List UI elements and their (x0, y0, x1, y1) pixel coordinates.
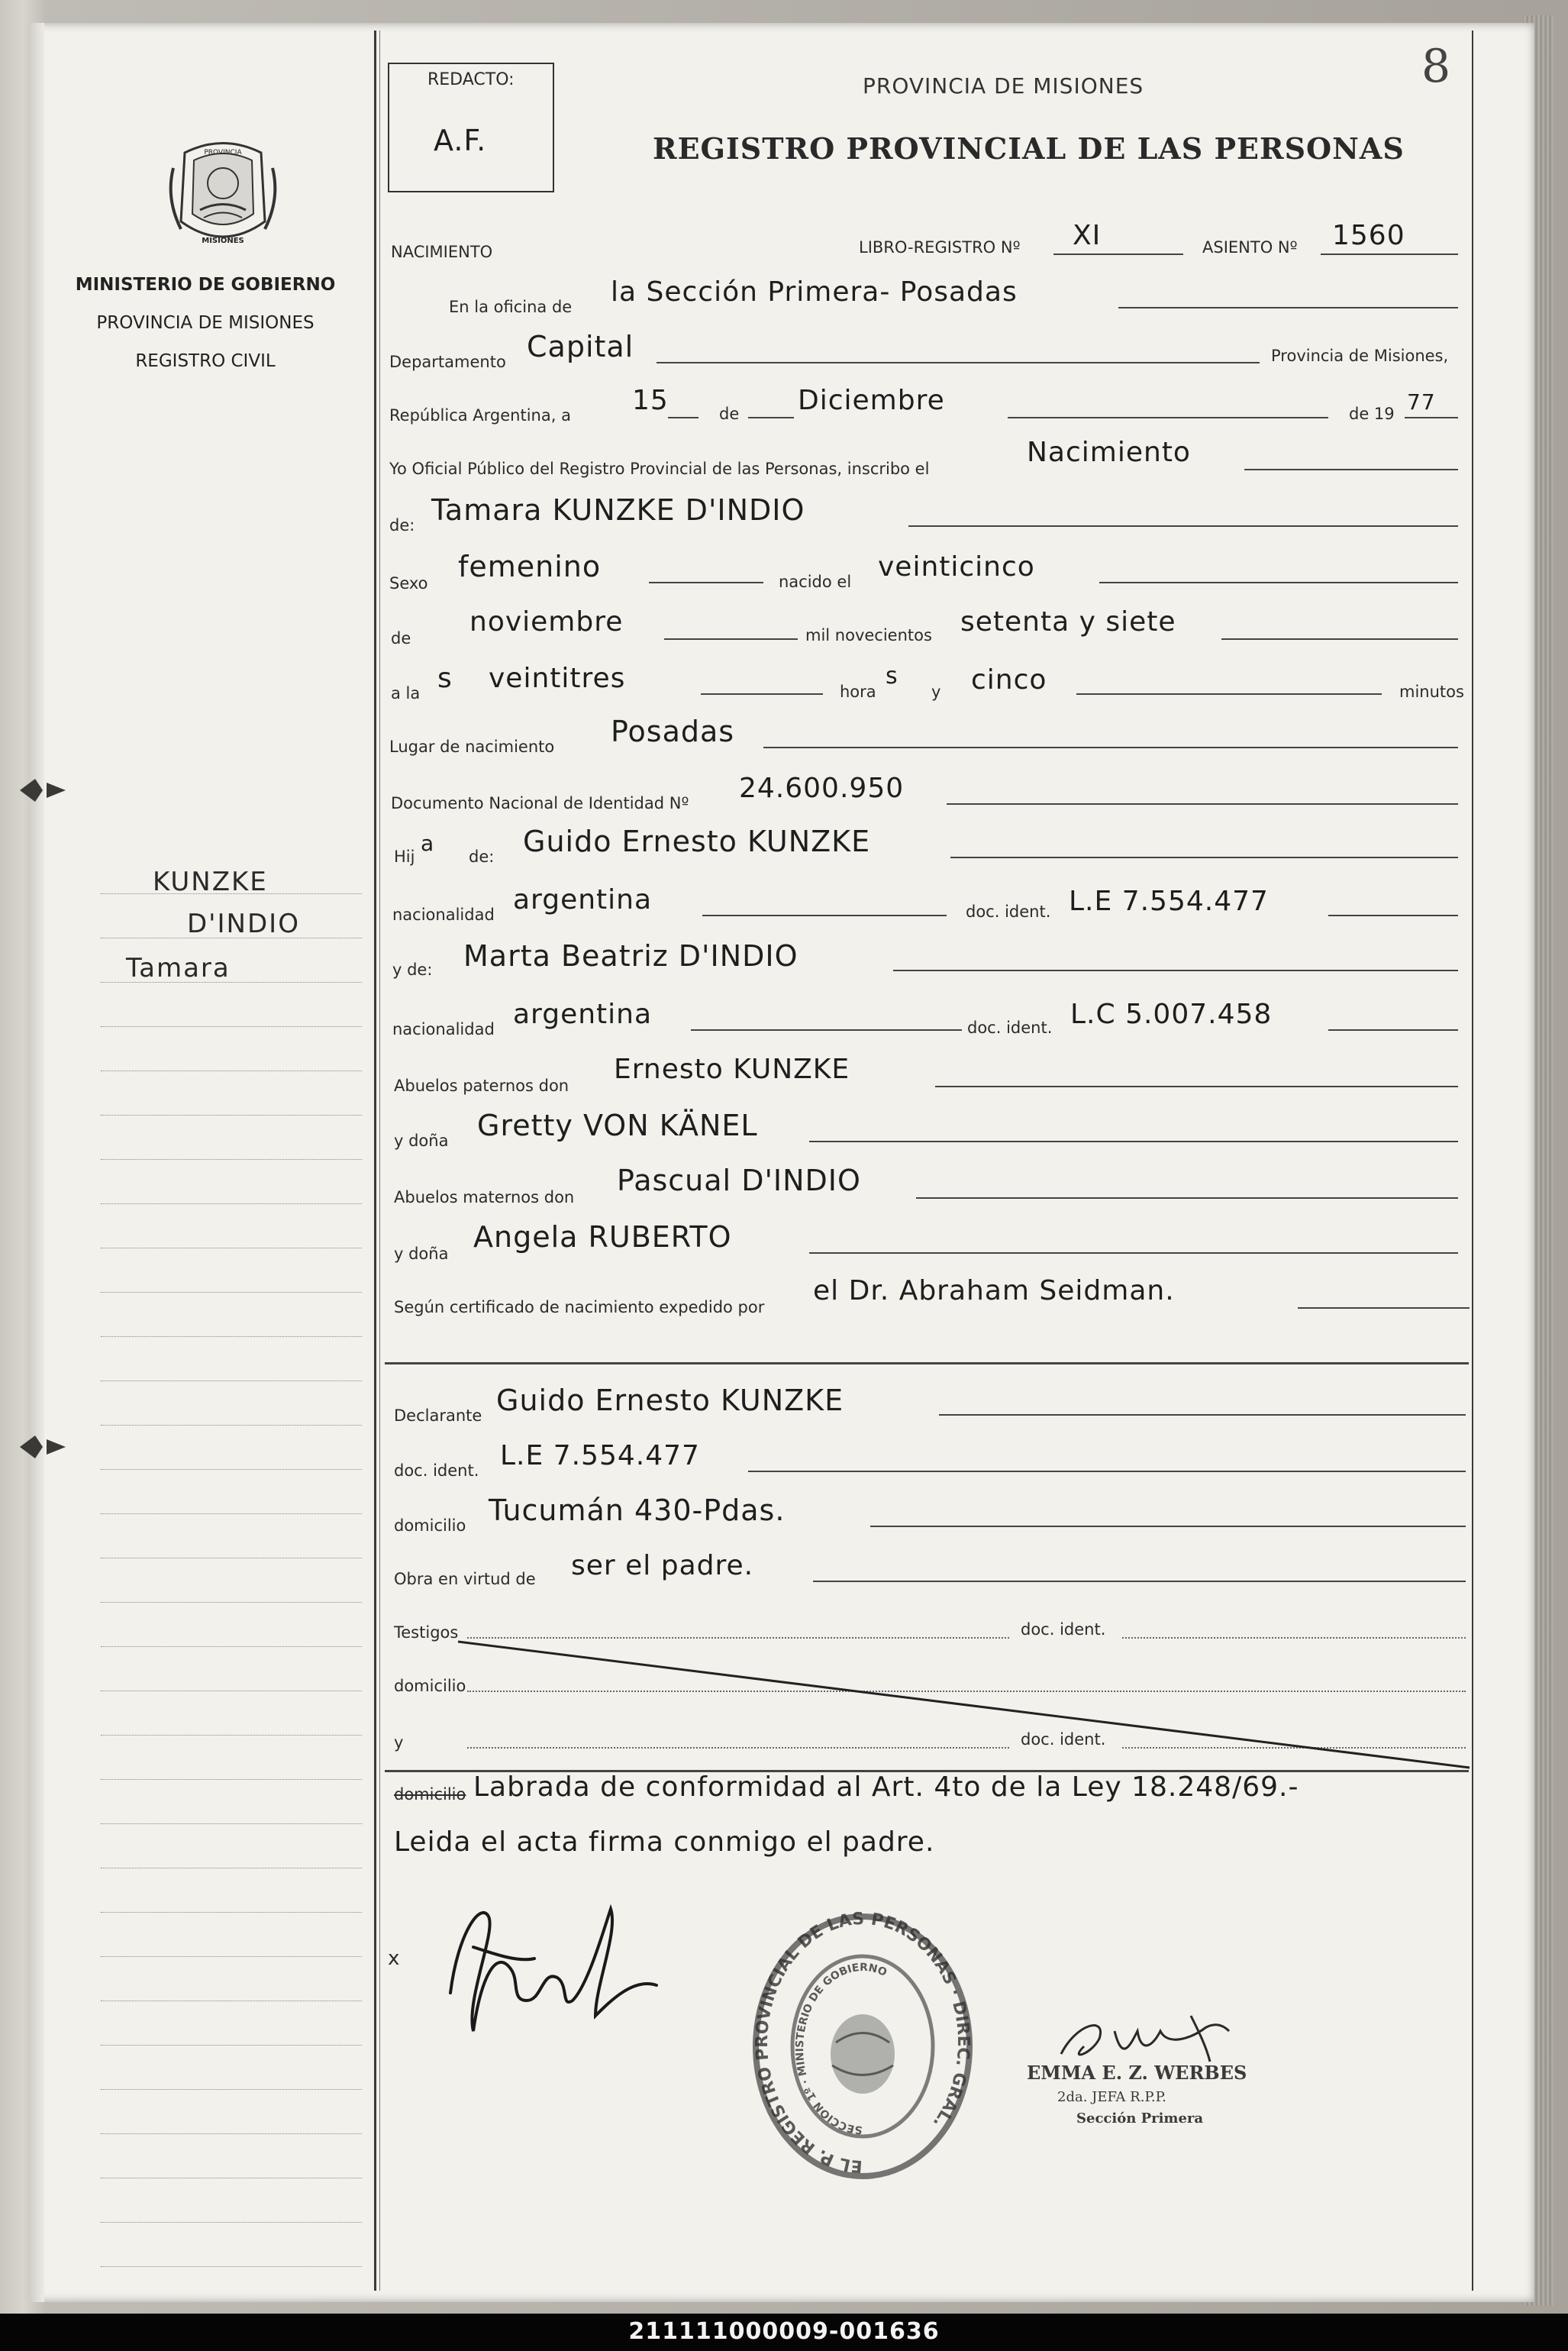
official-section: Sección Primera (1076, 2110, 1204, 2127)
nacido-value: veinticinco (878, 551, 1035, 583)
a-la-suffix: s (437, 663, 453, 694)
nacionalidad-madre-value: argentina (513, 999, 653, 1030)
horas-suffix: s (886, 663, 899, 689)
emblem-text-bottom: MISIONES (202, 237, 244, 245)
abuela-paterna-value: Gretty VON KÄNEL (477, 1109, 758, 1142)
margin-given-name: Tamara (126, 953, 231, 983)
declarante-value: Guido Ernesto KUNZKE (496, 1384, 844, 1417)
sidebar-divider-inner (379, 31, 380, 2291)
nacido-label: nacido el (779, 573, 852, 591)
nota-linea-2: Leida el acta firma conmigo el padre. (394, 1826, 935, 1858)
sexo-value: femenino (458, 550, 602, 583)
certificado-label: Según certificado de nacimiento expedido por (394, 1298, 765, 1316)
anio-value: 77 (1407, 389, 1436, 415)
declarant-signature-icon (427, 1886, 672, 2054)
libro-value: XI (1073, 220, 1102, 251)
binding-hole-icon (12, 1428, 73, 1466)
libro-label: LIBRO-REGISTRO Nº (859, 238, 1021, 257)
madre-value: Marta Beatriz D'INDIO (463, 939, 799, 973)
hora-value: veintitres (489, 663, 626, 694)
documento-label: Documento Nacional de Identidad Nº (391, 794, 689, 812)
testigo-doc-label: doc. ident. (1021, 1620, 1106, 1639)
official-seal-icon (748, 1909, 977, 2184)
sidebar-divider (374, 31, 376, 2291)
declarante-doc-label: doc. ident. (394, 1461, 479, 1480)
hijo-suffix: a (421, 831, 435, 856)
abuelos-maternos-label: Abuelos maternos don (394, 1188, 575, 1206)
declarante-doc-value: L.E 7.554.477 (500, 1440, 700, 1471)
dia-value: 15 (632, 385, 669, 416)
y-minutos-connector: y (931, 683, 941, 701)
header-province: PROVINCIA DE MISIONES (863, 73, 1144, 98)
seal-inner-text: SECCION 1º · MINISTERIO DE GOBIERNO (793, 1961, 889, 2136)
margin-surname-1: KUNZKE (153, 867, 268, 897)
documento-value: 24.600.950 (739, 773, 905, 804)
sidebar-ministry: MINISTERIO DE GOBIERNO (75, 275, 336, 295)
doc-padre-label: doc. ident. (966, 903, 1051, 921)
declarante-label: Declarante (394, 1406, 482, 1425)
doc-madre-label: doc. ident. (967, 1019, 1053, 1037)
anio-prefix: de 19 (1349, 405, 1395, 423)
domicilio-value: Tucumán 430-Pdas. (489, 1494, 786, 1527)
nacionalidad-padre-value: argentina (513, 884, 653, 916)
image-id-text: 211111000009-001636 (628, 2318, 940, 2345)
certificado-value: el Dr. Abraham Seidman. (813, 1275, 1175, 1306)
hijo-de-label: de: (469, 848, 495, 866)
redacto-value: A.F. (434, 124, 487, 157)
domicilio-label: domicilio (394, 1516, 466, 1535)
padre-value: Guido Ernesto KUNZKE (523, 825, 871, 858)
provincia-suffix: Provincia de Misiones, (1271, 347, 1449, 365)
abuelo-materno-value: Pascual D'INDIO (617, 1164, 861, 1197)
official-role: 2da. JEFA R.P.P. (1057, 2089, 1166, 2105)
a-la-label: a la (391, 684, 421, 702)
doc-padre-value: L.E 7.554.477 (1069, 886, 1269, 917)
binding-hole-icon (12, 771, 73, 809)
image-id-bar (0, 2314, 1568, 2351)
oficina-value: la Sección Primera- Posadas (611, 276, 1018, 308)
departamento-value: Capital (527, 330, 634, 363)
nacionalidad-madre-label: nacionalidad (392, 1020, 495, 1038)
struck-label: domicilio (394, 1785, 466, 1804)
lugar-label: Lugar de nacimiento (389, 738, 555, 756)
redacto-label: REDACTO: (427, 70, 515, 89)
lugar-value: Posadas (611, 715, 735, 748)
asiento-value: 1560 (1332, 220, 1405, 251)
sidebar-registry: REGISTRO CIVIL (135, 351, 276, 371)
margin-surname-2: D'INDIO (187, 909, 300, 939)
testigos-label: Testigos (394, 1623, 459, 1642)
oficial-label: Yo Oficial Público del Registro Provincial de las Personas, inscribo el (389, 460, 930, 478)
header-title: REGISTRO PROVINCIAL DE LAS PERSONAS (653, 131, 1405, 166)
testigos-strike-line (458, 1626, 1473, 1779)
persona-value: Tamara KUNZKE D'INDIO (431, 493, 805, 527)
abuela-materna-value: Angela RUBERTO (473, 1220, 732, 1254)
mes-value: Diciembre (798, 385, 945, 416)
horas-label: hora (840, 683, 876, 701)
madre-label: y de: (392, 961, 433, 979)
abuela-paterna-label: y doña (394, 1132, 449, 1150)
minutos-value: cinco (971, 664, 1047, 696)
anio-nac-value: setenta y siete (960, 606, 1176, 638)
sexo-label: Sexo (389, 574, 428, 593)
de-mes-label: de (391, 629, 411, 647)
seal-ring-text: EL P. REGISTRO PROVINCIAL DE LAS PERSONAS · DIREC. GRAL. (752, 1909, 973, 2176)
obra-label: Obra en virtud de (394, 1570, 536, 1588)
abuelo-paterno-value: Ernesto KUNZKE (614, 1054, 850, 1085)
mes-nac-value: noviembre (469, 606, 624, 638)
asiento-label: ASIENTO Nº (1202, 238, 1298, 257)
provincial-emblem-icon (162, 137, 284, 252)
doc-madre-value: L.C 5.007.458 (1070, 999, 1273, 1030)
abuela-materna-label: y doña (394, 1245, 449, 1263)
de-label: de (719, 405, 740, 423)
nacionalidad-padre-label: nacionalidad (392, 906, 495, 924)
minutos-label: minutos (1399, 683, 1464, 701)
obra-value: ser el padre. (571, 1550, 754, 1581)
oficina-label: En la oficina de (449, 298, 573, 316)
page-number: 8 (1421, 40, 1451, 93)
departamento-label: Departamento (389, 353, 506, 371)
official-name: EMMA E. Z. WERBES (1027, 2062, 1247, 2084)
testigo2-doc-label: doc. ident. (1021, 1730, 1106, 1749)
nota-linea-1: Labrada de conformidad al Art. 4to de la Ley 18.248/69.- (473, 1771, 1299, 1803)
abuelos-paternos-label: Abuelos paternos don (394, 1077, 569, 1095)
record-type-label: NACIMIENTO (391, 243, 493, 261)
sidebar-province: PROVINCIA DE MISIONES (96, 313, 315, 333)
inscribo-value: Nacimiento (1027, 437, 1191, 468)
persona-label: de: (389, 516, 415, 534)
section-divider (385, 1362, 1469, 1364)
testigo-y-label: y (394, 1733, 404, 1752)
hijo-label: Hij (394, 848, 415, 866)
right-border (1472, 31, 1473, 2291)
testigo-domicilio-label: domicilio (394, 1677, 466, 1695)
firma-x-mark: x (388, 1947, 400, 1970)
mil-label: mil novecientos (805, 626, 932, 644)
republica-label: República Argentina, a (389, 406, 571, 425)
emblem-text-top: PROVINCIA (204, 149, 242, 157)
